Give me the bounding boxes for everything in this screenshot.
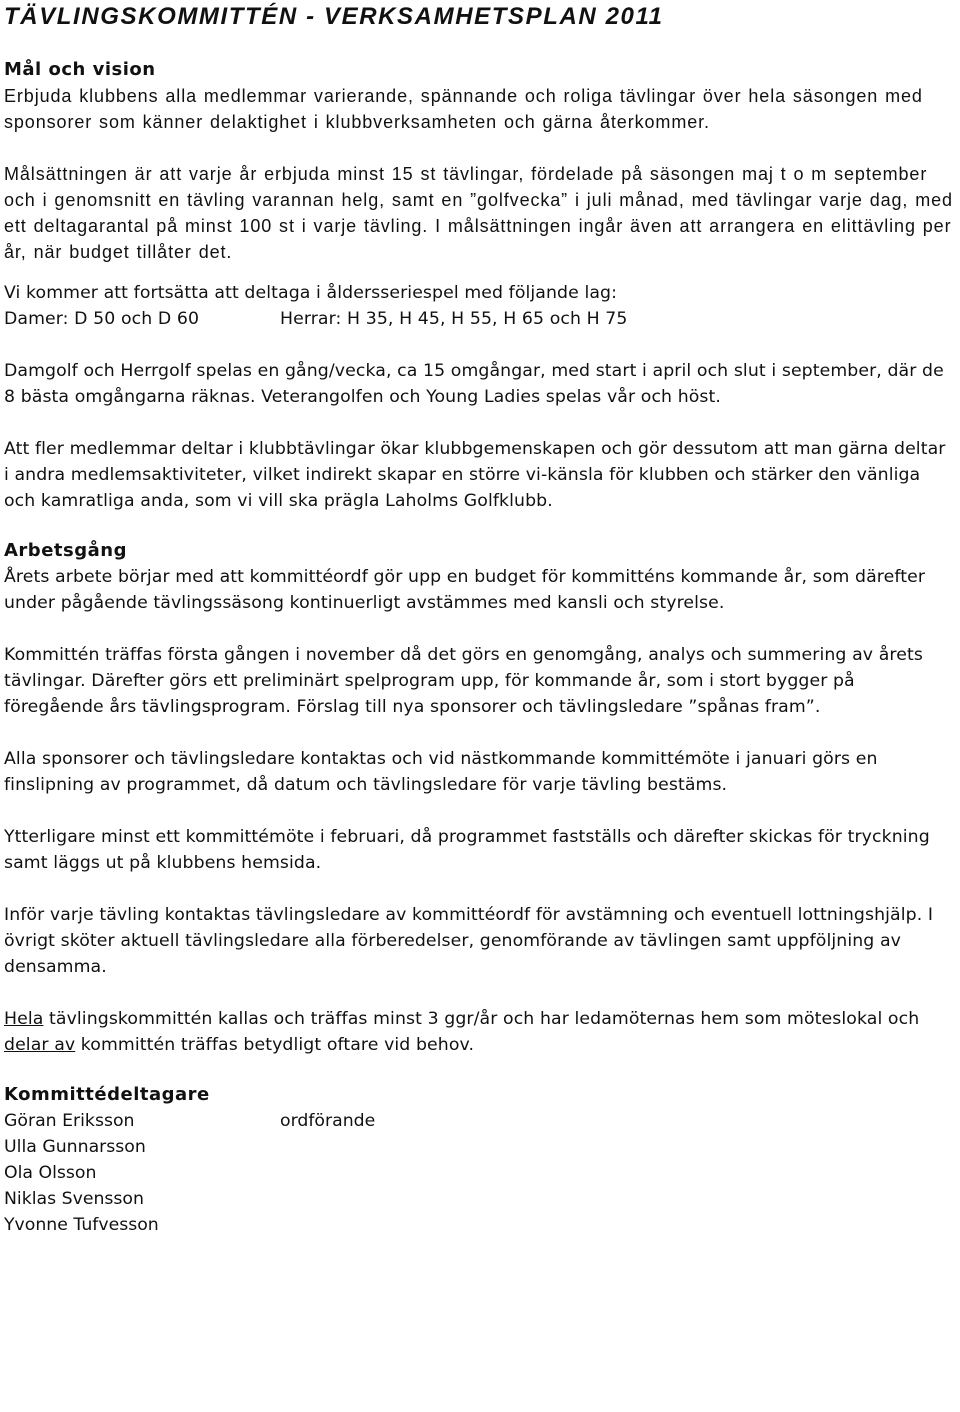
member-row — [4, 1134, 954, 1160]
goal-paragraph: Målsättningen är att varje år erbjuda minst 15 st tävlingar, fördelade på säsongen maj t o m september och i genomsnitt en tävling varannan helg, samt en ”golfvecka” i juli månad, med tävlingar varje dag, med ett deltagarantal på minst 100 st i varje tävling. I målsättningen ingår även att arrangera en elittävling per år, när budget tillåter det. — [4, 164, 953, 262]
november-meeting-paragraph: Kommittén träffas första gången i november då det görs en genomgång, analys och summering av årets tävlingar. Därefter görs ett preliminärt spelprogram upp, för kommande år, som i stort bygger på föregående års tävlingsprogram. Förslag till nya sponsorer och tävlingsledare ”spånas fram”. — [4, 645, 923, 717]
member-role: ordförande — [280, 1111, 376, 1131]
vision-paragraph: Erbjuda klubbens alla medlemmar varierande, spännande och roliga tävlingar över hela säsongen med sponsorer som känner delaktighet i klubbverksamheten och gärna återkommer. — [4, 86, 923, 132]
member-list — [4, 1108, 954, 1238]
budget-paragraph: Årets arbete börjar med att kommittéordf gör upp en budget för kommitténs kommande år, som därefter under pågående tävlingssäsong kontinuerligt avstämmes med kansli och styrelse. — [4, 567, 926, 613]
series-intro-paragraph: Vi kommer att fortsätta att deltaga i åldersseriespel med följande lag: — [4, 283, 618, 303]
january-meeting-paragraph: Alla sponsorer och tävlingsledare kontaktas och vid nästkommande kommittémöte i januari görs en finslipning av programmet, då datum och tävlingsledare för varje tävling bestäms. — [4, 749, 878, 795]
underlined-hela: Hela — [4, 1009, 44, 1029]
member-name: Göran Eriksson — [4, 1111, 135, 1131]
document — [4, 0, 954, 1238]
underlined-delar-av: delar av — [4, 1035, 76, 1055]
section-heading-arbetsgang: Arbetsgång — [4, 540, 127, 561]
member-row — [4, 1212, 954, 1238]
series-teams-line — [4, 306, 954, 332]
committee-meetings-paragraph: Hela tävlingskommittén kallas och träffas minst 3 ggr/år och har ledamöternas hem som möteslokal och delar av kommittén träffas betydligt oftare vid behov. — [4, 1009, 920, 1055]
participation-paragraph: Att fler medlemmar deltar i klubbtävlingar ökar klubbgemenskapen och gör dessutom att man gärna deltar i andra medlemsaktiviteter, vilket indirekt skapar en större vi-känsla för klubben och stärker den vänliga och kamratliga anda, som vi vill ska prägla Laholms Golfklubb. — [4, 439, 946, 511]
teams-men: Herrar: H 35, H 45, H 55, H 65 och H 75 — [280, 309, 628, 329]
member-name: Yvonne Tufvesson — [4, 1215, 159, 1235]
member-row — [4, 1108, 954, 1134]
section-heading-mal-och-vision: Mål och vision — [4, 59, 156, 80]
teams-women: Damer: D 50 och D 60 — [4, 309, 200, 329]
member-row — [4, 1160, 954, 1186]
weekly-golf-paragraph: Damgolf och Herrgolf spelas en gång/vecka, ca 15 omgångar, med start i april och slut i september, där de 8 bästa omgångarna räknas. Veterangolfen och Young Ladies spelas vår och höst. — [4, 361, 944, 407]
member-row — [4, 1186, 954, 1212]
member-name: Ola Olsson — [4, 1163, 97, 1183]
document-title: TÄVLINGSKOMMITTÉN - VERKSAMHETSPLAN 2011 — [4, 3, 664, 30]
member-name: Niklas Svensson — [4, 1189, 144, 1209]
competition-prep-paragraph: Inför varje tävling kontaktas tävlingsledare av kommittéordf för avstämning och eventuell lottningshjälp. I övrigt sköter aktuell tävlingsledare alla förberedelser, genomförande av tävlingen samt uppföljning av densamma. — [4, 905, 934, 977]
member-name: Ulla Gunnarsson — [4, 1137, 146, 1157]
section-heading-kommittedeltagare: Kommittédeltagare — [4, 1084, 210, 1105]
february-meeting-paragraph: Ytterligare minst ett kommittémöte i februari, då programmet fastställs och därefter skickas för tryckning samt läggs ut på klubbens hemsida. — [4, 827, 930, 873]
